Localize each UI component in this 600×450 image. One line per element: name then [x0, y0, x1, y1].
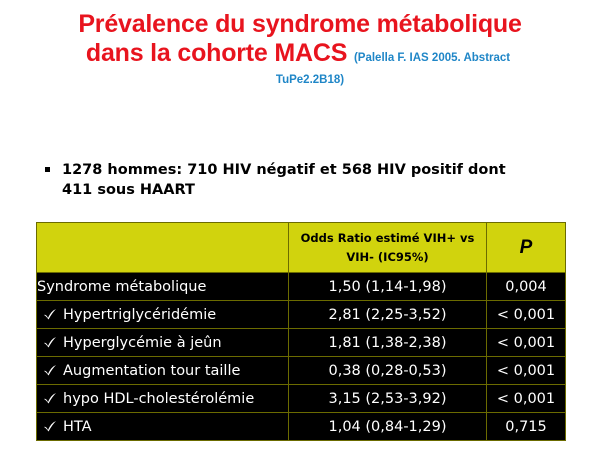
odds-ratio-table [36, 222, 566, 441]
row-label-cell [37, 329, 289, 357]
row-label: Hypertriglycéridémie [63, 306, 217, 323]
header-odds-ratio-line-1: Odds Ratio estimé VIH+ vs [300, 230, 475, 245]
table-header-row [37, 223, 566, 273]
check-icon [43, 364, 57, 376]
row-label-cell [37, 301, 289, 329]
reference-citation-part-1: (Palella F. IAS 2005. Abstract [353, 52, 511, 64]
p-value-cell: 0,004 [487, 273, 566, 301]
bullet-square-icon [45, 167, 50, 172]
table-row [37, 273, 566, 301]
header-odds-ratio [289, 223, 487, 273]
odds-ratio-cell: 3,15 (2,53-3,92) [289, 385, 487, 413]
odds-ratio-cell: 1,81 (1,38-2,38) [289, 329, 487, 357]
cohort-description-line-2: 411 sous HAART [62, 182, 195, 198]
table-row [37, 357, 566, 385]
header-odds-ratio-line-2: VIH- (IC95%) [346, 249, 429, 264]
p-value-cell: < 0,001 [487, 385, 566, 413]
row-label: Syndrome métabolique [37, 278, 207, 295]
p-value-cell: < 0,001 [487, 301, 566, 329]
cohort-description-line-1: 1278 hommes: 710 HIV négatif et 568 HIV positif dont [62, 162, 506, 178]
cohort-description [62, 160, 562, 200]
row-label: hypo HDL-cholestérolémie [63, 390, 255, 407]
p-value-cell: < 0,001 [487, 329, 566, 357]
odds-ratio-cell: 0,38 (0,28-0,53) [289, 357, 487, 385]
title-line-1: Prévalence du syndrome métabolique [78, 10, 522, 38]
odds-ratio-cell: 1,50 (1,14-1,98) [289, 273, 487, 301]
check-icon [43, 336, 57, 348]
check-icon [43, 308, 57, 320]
header-p-value: P [487, 223, 566, 273]
row-label: HTA [63, 418, 92, 435]
header-empty-cell [37, 223, 289, 273]
check-icon [43, 392, 57, 404]
row-label-cell [37, 413, 289, 441]
odds-ratio-cell: 1,04 (0,84-1,29) [289, 413, 487, 441]
row-label: Hyperglycémie à jeûn [63, 334, 222, 351]
title-line-2-text: dans la cohorte MACS [85, 39, 348, 67]
p-value-cell: 0,715 [487, 413, 566, 441]
check-icon [43, 420, 57, 432]
row-label-cell [37, 273, 289, 301]
row-label-cell [37, 385, 289, 413]
odds-ratio-cell: 2,81 (2,25-3,52) [289, 301, 487, 329]
table-row [37, 385, 566, 413]
table-row [37, 301, 566, 329]
row-label-cell [37, 357, 289, 385]
title-line-2 [0, 39, 598, 73]
reference-citation-part-2: TuPe2.2B18) [275, 74, 345, 86]
p-value-cell: < 0,001 [487, 357, 566, 385]
row-label: Augmentation tour taille [63, 362, 241, 379]
table-row [37, 329, 566, 357]
slide-title [0, 10, 600, 88]
table-row [37, 413, 566, 441]
